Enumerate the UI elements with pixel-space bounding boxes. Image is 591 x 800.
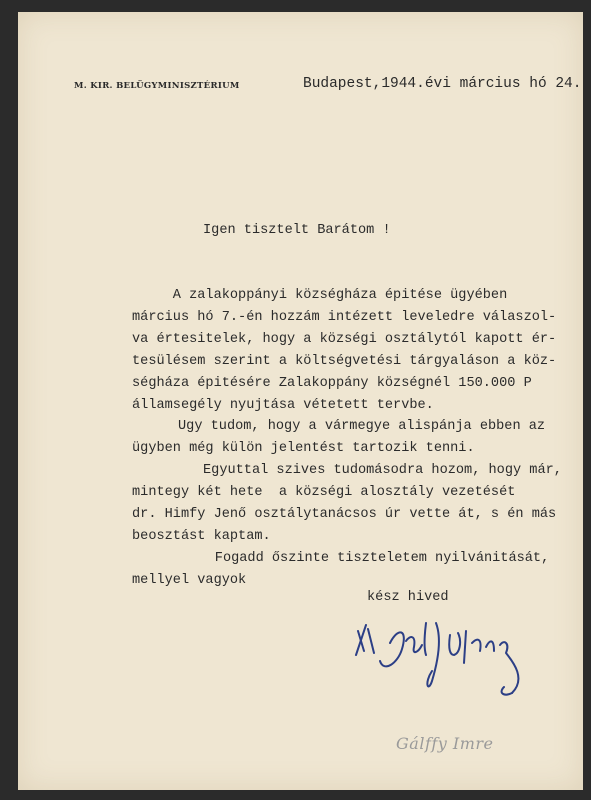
signature-drawing [354,609,544,699]
body-line: A zalakoppányi községháza épitése ügyében [132,288,508,303]
handwritten-signature [354,609,544,699]
letter-page [18,12,583,790]
body-line: ügyben még külön jelentést tartozik tenni. [132,441,475,456]
body-line: Egyuttal szives tudomásodra hozom, hogy már, [203,463,562,478]
body-line: Ugy tudom, hogy a vármegye alispánja ebben az [178,419,546,434]
body-line: dr. Himfy Jenő osztálytanácsos úr vette át, s én más [132,507,557,522]
closing: kész hived [367,590,449,605]
body-line: mintegy két hete a községi alosztály vezetését [132,485,516,500]
body-line: március hó 7.-én hozzám intézett leveledre válaszol- [132,310,557,325]
body-line: beosztást kaptam. [132,529,271,544]
body-line: tesülésem szerint a költségvetési tárgyaláson a köz- [132,354,557,369]
body-line: ségháza épitésére Zalakoppány községnél 150.000 P [132,376,532,391]
pencil-note: Gálffy Imre [396,734,494,753]
body-line: mellyel vagyok [132,573,247,588]
body-line: va értesitelek, hogy a községi osztálytól kapott ér- [132,332,557,347]
body-line: államsegély nyujtása vétetett tervbe. [132,398,434,413]
dateline: Budapest,1944.évi március hó 24. [303,76,582,92]
letterhead: M. KIR. BELÜGYMINISZTÉRIUM [74,81,240,91]
body-line: Fogadd őszinte tiszteletem nyilvánitását, [174,551,550,566]
salutation: Igen tisztelt Barátom ! [203,223,391,238]
